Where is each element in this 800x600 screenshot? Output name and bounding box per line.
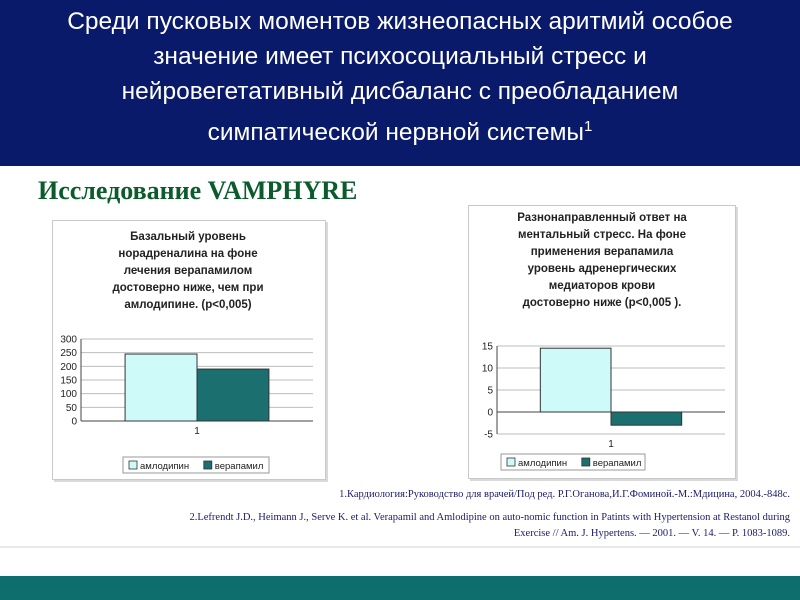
footnote-mark: 1 (584, 118, 593, 135)
chart1-title-line: норадреналина на фоне (118, 248, 258, 260)
chart2-title-line: применения верапамила (530, 246, 674, 258)
chart1-ytick-label: 50 (65, 402, 77, 414)
chart1-title-line: Базальный уровень (130, 231, 246, 243)
header-banner (0, 0, 800, 166)
chart-panel-mental-stress (468, 205, 736, 479)
title-line-3: нейровегетативный дисбаланс с преобладанием (121, 78, 679, 105)
chart2-legend-label: верапамил (592, 458, 642, 469)
chart1-ytick-label: 250 (60, 348, 77, 360)
chart-panel-norepinephrine (52, 220, 326, 480)
title-line-4 (20, 109, 780, 150)
chart1-legend-swatch (204, 461, 212, 469)
chart1-title-line: достоверно ниже, чем при (112, 282, 264, 294)
chart1-legend-label: верапамил (214, 461, 264, 472)
chart1-ytick-label: 0 (71, 416, 77, 428)
footer-bar (0, 576, 800, 600)
chart1-category-label: 1 (194, 426, 200, 437)
chart2-title-line: медиаторов крови (548, 280, 656, 292)
chart2-bar-amlodipine (540, 348, 611, 412)
title-line-1: Среди пусковых моментов жизнеопасных аритмий особое (67, 8, 733, 35)
chart2-bar-verapamil (611, 412, 682, 425)
chart1-ytick-label: 300 (60, 334, 77, 346)
chart2-ytick-label: 0 (487, 407, 493, 419)
chart2-legend-swatch (507, 458, 515, 466)
chart2-title-line: Разнонаправленный ответ на (517, 212, 687, 224)
chart1-ytick-label: 200 (60, 361, 77, 373)
title-line-4-text: симпатической нервной системы (207, 119, 585, 147)
chart2-title-line: достоверно ниже (p<0,005 ). (522, 297, 682, 309)
chart1-title-line: лечения верапамилом (123, 265, 253, 277)
chart1-legend-label: амлодипин (140, 461, 190, 472)
chart2-svg (469, 206, 735, 478)
chart1-svg (53, 221, 325, 479)
chart2-ytick-label: 10 (481, 363, 493, 375)
chart2-category-label: 1 (608, 439, 614, 450)
chart2-ytick-label: 5 (487, 385, 493, 397)
reference-2-cont: Exercise // Am. J. Hypertens. — 2001. — V. 14. — P. 1083-1089. (513, 528, 790, 539)
chart1-ytick-label: 150 (60, 375, 77, 387)
chart2-legend-label: амлодипин (518, 458, 568, 469)
footer-divider (0, 546, 800, 548)
study-subtitle: Исследование VAMPHYRE (38, 176, 358, 205)
chart2-title-line: ментальный стресс. На фоне (518, 229, 686, 241)
chart2-legend-swatch (582, 458, 590, 466)
chart1-title-line: амлодипине. (p<0,005) (124, 299, 252, 311)
reference-2: 2.Lefrendt J.D., Heimann J., Serve K. et al. Verapamil and Amlodipine on auto-nomic function in Patints with Hypertension at Restanol during (189, 512, 790, 523)
reference-1: 1.Кардиология:Руководство для врачей/Под ред. Р.Г.Оганова,И.Г.Фоминой.-М.:Мдицина, 2004.-848с. (339, 489, 790, 500)
chart2-title-line: уровень адренергических (527, 263, 677, 275)
chart1-ytick-label: 100 (60, 389, 77, 401)
chart1-bar-verapamil (197, 369, 269, 421)
title-line-2: значение имеет психосоциальный стресс и (153, 43, 647, 70)
slide-title (20, 4, 780, 150)
chart2-ytick-label: -5 (484, 429, 493, 441)
chart2-ytick-label: 15 (481, 341, 493, 353)
chart1-bar-amlodipine (125, 354, 197, 421)
chart1-legend-swatch (129, 461, 137, 469)
